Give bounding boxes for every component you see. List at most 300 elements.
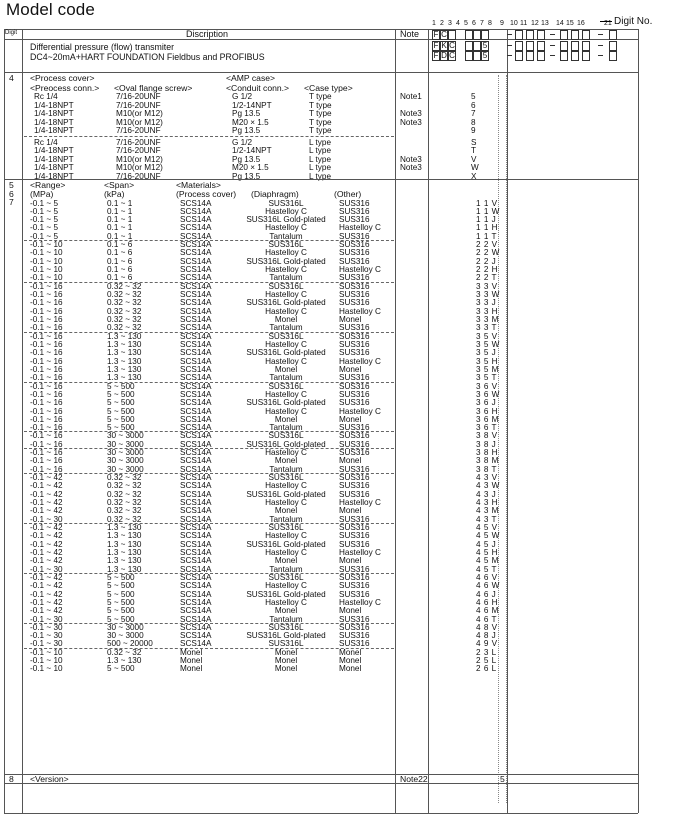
code-box — [582, 30, 590, 40]
span-value: 0.1 ~ 6 — [107, 273, 133, 283]
code-box — [515, 30, 523, 40]
code-value: 4 3 V — [476, 473, 498, 483]
other-material: SUS316 — [339, 248, 370, 258]
range-value: -0.1 ~ 30 — [30, 639, 63, 649]
code-value: 4 6 W — [476, 581, 500, 591]
diaphragm-material: SUS316L — [268, 281, 304, 291]
range-value: -0.1 ~ 30 — [30, 614, 63, 624]
span-value: 5 ~ 500 — [107, 398, 135, 408]
code-char: K — [441, 40, 447, 50]
conduit-conn: G 1/2 — [232, 137, 253, 147]
span-value: 0.32 ~ 32 — [107, 514, 142, 524]
diaphragm-material: Monel — [274, 314, 298, 324]
code-value: X — [471, 171, 477, 181]
code-value: 4 8 V — [476, 622, 498, 632]
section-digit: 7 — [9, 197, 14, 208]
diaphragm-material: SUS316L — [268, 522, 304, 532]
code-box — [465, 30, 473, 40]
range-value: -0.1 ~ 30 — [30, 564, 63, 574]
section-digit: 8 — [9, 774, 14, 784]
span-value: 1.3 ~ 130 — [107, 556, 142, 566]
code-value: 3 8 M — [476, 456, 499, 466]
conduit-conn: M20 × 1.5 — [232, 117, 269, 127]
table-column-line — [507, 29, 508, 813]
process-cover-material: Monel — [180, 656, 203, 666]
range-value: -0.1 ~ 42 — [30, 522, 63, 532]
model-description: Differential pressure (flow) transmiter — [30, 41, 175, 52]
range-value: -0.1 ~ 42 — [30, 498, 63, 508]
code-value: 2 5 L — [476, 656, 497, 666]
other-material: Hastelloy C — [339, 223, 381, 233]
other-material: Hastelloy C — [339, 547, 381, 557]
dash-mark — [550, 55, 555, 56]
process-conn: 1/4-18NPT — [34, 171, 74, 181]
process-cover-material: SCS14A — [180, 572, 212, 582]
process-conn: 1/4-18NPT — [34, 109, 74, 119]
code-box — [473, 51, 481, 61]
other-material: SUS316 — [339, 639, 370, 649]
span-value: 5 ~ 500 — [107, 597, 135, 607]
diaphragm-material: Tantalum — [269, 564, 303, 574]
section5-header: <Range> — [30, 180, 66, 190]
code-value: 4 5 J — [476, 539, 497, 549]
span-value: 5 ~ 500 — [107, 664, 135, 674]
range-value: -0.1 ~ 42 — [30, 581, 63, 591]
code-box — [582, 51, 590, 61]
range-value: -0.1 ~ 16 — [30, 389, 63, 399]
other-material: Monel — [339, 506, 362, 516]
process-cover-material: SCS14A — [180, 614, 212, 624]
code-value: 8 — [471, 117, 476, 127]
table-column-line — [395, 29, 396, 813]
other-material: SUS316 — [339, 331, 370, 341]
process-cover-material: SCS14A — [180, 414, 212, 424]
diaphragm-material: Hastelloy C — [265, 531, 307, 541]
code-box — [465, 51, 473, 61]
code-value: 4 5 H — [476, 547, 499, 557]
span-value: 1.3 ~ 130 — [107, 339, 142, 349]
dash-mark — [507, 34, 512, 35]
other-material: Hastelloy C — [339, 265, 381, 275]
section5-header: <Materials> — [176, 180, 221, 190]
range-value: -0.1 ~ 42 — [30, 597, 63, 607]
span-value: 0.32 ~ 32 — [107, 290, 142, 300]
span-value: 0.32 ~ 32 — [107, 314, 142, 324]
other-material: SUS316 — [339, 298, 370, 308]
digit-number: 21 — [604, 20, 612, 27]
process-conn: Rc 1/4 — [34, 92, 58, 101]
process-cover-material: SCS14A — [180, 631, 212, 641]
other-material: SUS316 — [339, 481, 370, 491]
code-box — [526, 51, 534, 61]
diaphragm-material: Hastelloy C — [265, 597, 307, 607]
code-box — [609, 41, 617, 51]
digit-number: 2 — [440, 20, 444, 27]
diaphragm-material: Hastelloy C — [265, 206, 307, 216]
conduit-conn: Pg 13.5 — [232, 171, 261, 181]
other-material: Monel — [339, 606, 362, 616]
other-material: Hastelloy C — [339, 306, 381, 316]
diaphragm-material: Hastelloy C — [265, 290, 307, 300]
process-cover-material: Monel — [180, 647, 203, 657]
process-cover-material: SCS14A — [180, 622, 212, 632]
span-value: 0.1 ~ 1 — [107, 206, 133, 216]
other-material: SUS316 — [339, 514, 370, 524]
process-cover-material: SCS14A — [180, 481, 212, 491]
range-value: -0.1 ~ 10 — [30, 656, 63, 666]
note-header: Note — [400, 29, 420, 39]
range-value: -0.1 ~ 30 — [30, 622, 63, 632]
other-material: SUS316 — [339, 614, 370, 624]
span-value: 500 ~ 20000 — [107, 639, 153, 649]
span-value: 1.3 ~ 130 — [107, 331, 142, 341]
span-value: 1.3 ~ 130 — [107, 656, 142, 666]
diaphragm-material: Monel — [274, 364, 298, 374]
process-cover-material: SCS14A — [180, 273, 212, 283]
span-value: 5 ~ 500 — [107, 406, 135, 416]
diaphragm-material: SUS316L — [268, 198, 304, 208]
range-value: -0.1 ~ 16 — [30, 414, 63, 424]
code-value: 3 3 H — [476, 306, 499, 316]
other-material: Hastelloy C — [339, 356, 381, 366]
span-value: 0.1 ~ 6 — [107, 256, 133, 266]
code-char: C — [449, 40, 455, 50]
process-cover-material: SCS14A — [180, 223, 212, 233]
code-value: 4 6 J — [476, 589, 497, 599]
span-value: 1.3 ~ 130 — [107, 356, 142, 366]
span-value: 5 ~ 500 — [107, 572, 135, 582]
digit-number: 1 — [432, 20, 436, 27]
code-value: 3 5 V — [476, 331, 498, 341]
dash-mark — [598, 55, 603, 56]
code-value: 3 6 V — [476, 381, 498, 391]
process-cover-material: SCS14A — [180, 339, 212, 349]
range-value: -0.1 ~ 42 — [30, 572, 63, 582]
code-value: 4 3 M — [476, 506, 499, 516]
diaphragm-material: Monel — [274, 456, 298, 466]
range-value: -0.1 ~ 5 — [30, 206, 58, 216]
range-value: -0.1 ~ 16 — [30, 373, 63, 383]
flange-screw: 7/16-20UNF — [116, 146, 161, 156]
code-value: 1 1 T — [476, 231, 498, 241]
range-value: -0.1 ~ 42 — [30, 606, 63, 616]
digit-header: Digit — [5, 30, 18, 36]
conduit-conn: M20 × 1.5 — [232, 163, 269, 173]
code-box — [537, 41, 545, 51]
process-cover-material: SCS14A — [180, 506, 212, 516]
section-digit: 5 — [9, 180, 14, 190]
section4-header: <Process cover> — [30, 73, 95, 83]
process-cover-material: SCS14A — [180, 456, 212, 466]
section5-subheader: (Process cover) — [176, 189, 237, 199]
process-cover-material: SCS14A — [180, 581, 212, 591]
other-material: Monel — [339, 456, 362, 466]
diaphragm-material: Hastelloy C — [265, 223, 307, 233]
range-value: -0.1 ~ 16 — [30, 464, 63, 474]
code-char: C — [441, 30, 447, 39]
process-cover-material: SCS14A — [180, 639, 212, 649]
range-value: -0.1 ~ 16 — [30, 439, 63, 449]
process-cover-material: SCS14A — [180, 373, 212, 383]
code-value: 4 3 W — [476, 481, 500, 491]
range-value: -0.1 ~ 30 — [30, 514, 63, 524]
diaphragm-material: Tantalum — [269, 514, 303, 524]
digit-number: 15 — [566, 20, 574, 27]
diaphragm-material: Monel — [274, 606, 298, 616]
process-cover-material: SCS14A — [180, 423, 212, 433]
code-value: 5 — [500, 774, 505, 784]
code-value: 4 3 J — [476, 489, 497, 499]
other-material: SUS316 — [339, 431, 370, 441]
diaphragm-material: SUS316L Gold-plated — [246, 398, 326, 408]
process-conn: 1/4-18NPT — [34, 163, 74, 173]
code-box — [537, 30, 545, 40]
code-value: 4 8 J — [476, 631, 497, 641]
other-material: SUS316 — [339, 290, 370, 300]
process-cover-material: SCS14A — [180, 248, 212, 258]
code-value: 4 5 T — [476, 564, 498, 574]
process-conn: Rc 1/4 — [34, 137, 58, 147]
range-value: -0.1 ~ 5 — [30, 223, 58, 233]
digit-number: 9 — [500, 20, 504, 27]
table-row-line — [4, 72, 638, 73]
flange-screw: 7/16-20UNF — [116, 92, 161, 101]
process-cover-material: SCS14A — [180, 240, 212, 250]
section-digit: 6 — [9, 188, 14, 199]
other-material: SUS316 — [339, 464, 370, 474]
other-material: SUS316 — [339, 489, 370, 499]
range-value: -0.1 ~ 42 — [30, 506, 63, 516]
span-value: 30 ~ 3000 — [107, 431, 144, 441]
diaphragm-material: Monel — [274, 556, 298, 566]
process-cover-material: Monel — [180, 664, 203, 674]
span-value: 5 ~ 500 — [107, 414, 135, 424]
digit-number: 6 — [472, 20, 476, 27]
case-type: L type — [309, 146, 331, 156]
span-value: 0.1 ~ 6 — [107, 265, 133, 275]
span-value: 1.3 ~ 130 — [107, 564, 142, 574]
diaphragm-material: SUS316L Gold-plated — [246, 631, 326, 641]
code-value: T — [471, 146, 477, 156]
other-material: SUS316 — [339, 256, 370, 266]
code-value: V — [471, 154, 477, 164]
other-material: Hastelloy C — [339, 597, 381, 607]
diaphragm-material: Hastelloy C — [265, 248, 307, 258]
process-cover-material: SCS14A — [180, 439, 212, 449]
code-value: 3 6 T — [476, 423, 498, 433]
code-box — [448, 30, 456, 40]
other-material: Hastelloy C — [339, 498, 381, 508]
diaphragm-material: Hastelloy C — [265, 306, 307, 316]
process-cover-material: SCS14A — [180, 314, 212, 324]
range-value: -0.1 ~ 42 — [30, 556, 63, 566]
process-cover-material: SCS14A — [180, 406, 212, 416]
span-value: 0.32 ~ 32 — [107, 298, 142, 308]
range-value: -0.1 ~ 16 — [30, 456, 63, 466]
code-box — [473, 30, 481, 40]
process-cover-material: SCS14A — [180, 597, 212, 607]
range-value: -0.1 ~ 16 — [30, 406, 63, 416]
other-material: Monel — [339, 414, 362, 424]
process-cover-material: SCS14A — [180, 281, 212, 291]
code-char: F — [433, 51, 439, 60]
range-value: -0.1 ~ 16 — [30, 331, 63, 341]
range-value: -0.1 ~ 16 — [30, 448, 63, 458]
diaphragm-material: Hastelloy C — [265, 581, 307, 591]
code-value: 4 9 V — [476, 639, 498, 649]
process-cover-material: SCS14A — [180, 198, 212, 208]
code-value: 3 5 M — [476, 364, 499, 374]
span-value: 0.32 ~ 32 — [107, 306, 142, 316]
process-cover-material: SCS14A — [180, 381, 212, 391]
code-char: C — [449, 51, 455, 60]
process-cover-material: SCS14A — [180, 323, 212, 333]
code-value: 3 3 W — [476, 290, 500, 300]
code-box — [571, 51, 579, 61]
code-value: 4 5 M — [476, 556, 499, 566]
code-value: 6 — [471, 100, 476, 110]
range-value: -0.1 ~ 30 — [30, 631, 63, 641]
process-cover-material: SCS14A — [180, 331, 212, 341]
process-cover-material: SCS14A — [180, 398, 212, 408]
code-value: 4 3 T — [476, 514, 498, 524]
dash-mark — [550, 45, 555, 46]
range-value: -0.1 ~ 42 — [30, 547, 63, 557]
diaphragm-material: SUS316L — [268, 473, 304, 483]
code-value: 4 5 V — [476, 522, 498, 532]
digit-guide — [506, 75, 507, 803]
section5-subheader: (MPa) — [30, 189, 54, 199]
diaphragm-material: SUS316L Gold-plated — [246, 539, 326, 549]
section4-subheader: <Conduit conn.> — [226, 83, 290, 93]
range-value: -0.1 ~ 5 — [30, 198, 58, 208]
section5-subheader: (Diaphragm) — [251, 189, 299, 199]
other-material: SUS316 — [339, 348, 370, 358]
range-value: -0.1 ~ 16 — [30, 398, 63, 408]
dash-mark — [598, 34, 603, 35]
span-value: 5 ~ 500 — [107, 381, 135, 391]
code-value: 3 3 V — [476, 281, 498, 291]
diaphragm-material: SUS316L Gold-plated — [246, 348, 326, 358]
table-row-line — [4, 783, 638, 784]
case-type: L type — [309, 154, 331, 164]
case-type: L type — [309, 163, 331, 173]
code-box — [609, 51, 617, 61]
code-value: 2 2 T — [476, 273, 498, 283]
code-value: 1 1 V — [476, 198, 498, 208]
digit-number: 4 — [456, 20, 460, 27]
diaphragm-material: SUS316L — [268, 622, 304, 632]
diaphragm-material: SUS316L Gold-plated — [246, 439, 326, 449]
diaphragm-material: SUS316L Gold-plated — [246, 589, 326, 599]
flange-screw: 7/16-20UNF — [116, 137, 161, 147]
span-value: 0.32 ~ 32 — [107, 281, 142, 291]
flange-screw: M10(or M12) — [116, 109, 163, 119]
process-cover-material: SCS14A — [180, 364, 212, 374]
code-value: 2 2 H — [476, 265, 499, 275]
other-material: SUS316 — [339, 448, 370, 458]
case-type: L type — [309, 171, 331, 181]
flange-screw: 7/16-20UNF — [116, 171, 161, 181]
range-value: -0.1 ~ 10 — [30, 248, 63, 258]
process-conn: 1/4-18NPT — [34, 117, 74, 127]
other-material: SUS316 — [339, 373, 370, 383]
code-value: 2 3 L — [476, 647, 497, 657]
range-value: -0.1 ~ 42 — [30, 539, 63, 549]
model-description: DC4~20mA+HART FOUNDATION Fieldbus and PROFIBUS — [30, 52, 265, 62]
flange-screw: 7/16-20UNF — [116, 100, 161, 110]
diaphragm-material: Tantalum — [269, 614, 303, 624]
code-char: 5 — [482, 40, 488, 50]
other-material: Monel — [339, 647, 362, 657]
case-type: T type — [309, 92, 332, 101]
code-value: 3 6 J — [476, 398, 497, 408]
process-cover-material: SCS14A — [180, 498, 212, 508]
process-cover-material: SCS14A — [180, 514, 212, 524]
process-cover-material: SCS14A — [180, 564, 212, 574]
diaphragm-material: SUS316L Gold-plated — [246, 298, 326, 308]
span-value: 1.3 ~ 130 — [107, 539, 142, 549]
code-box — [473, 41, 481, 51]
row-note: Note3 — [400, 163, 422, 173]
range-value: -0.1 ~ 10 — [30, 273, 63, 283]
dash-mark — [598, 45, 603, 46]
other-material: SUS316 — [339, 215, 370, 225]
code-char: D — [441, 51, 447, 60]
range-value: -0.1 ~ 16 — [30, 356, 63, 366]
code-value: S — [471, 137, 477, 147]
digit-number: 11 — [520, 20, 528, 27]
range-value: -0.1 ~ 16 — [30, 364, 63, 374]
diaphragm-material: Hastelloy C — [265, 498, 307, 508]
table-row-line — [4, 774, 638, 775]
diaphragm-material: Monel — [274, 647, 298, 657]
row-note: Note1 — [400, 92, 422, 101]
conduit-conn: 1/2-14NPT — [232, 146, 272, 156]
code-value: 3 8 T — [476, 464, 498, 474]
other-material: SUS316 — [339, 539, 370, 549]
range-value: -0.1 ~ 42 — [30, 531, 63, 541]
range-value: -0.1 ~ 42 — [30, 481, 63, 491]
diaphragm-material: Hastelloy C — [265, 389, 307, 399]
conduit-conn: Pg 13.5 — [232, 154, 261, 164]
other-material: Hastelloy C — [339, 406, 381, 416]
arrow-icon — [600, 21, 612, 22]
case-type: T type — [309, 117, 332, 127]
range-value: -0.1 ~ 10 — [30, 647, 63, 657]
section-line — [4, 179, 638, 180]
digit-guide — [498, 75, 499, 803]
code-value: 4 3 H — [476, 498, 499, 508]
digit-number: 5 — [464, 20, 468, 27]
process-cover-material: SCS14A — [180, 298, 212, 308]
code-value: 2 6 L — [476, 664, 497, 674]
span-value: 5 ~ 500 — [107, 606, 135, 616]
process-cover-material: SCS14A — [180, 356, 212, 366]
span-value: 0.1 ~ 1 — [107, 198, 133, 208]
process-conn: 1/4-18NPT — [34, 100, 74, 110]
span-value: 0.32 ~ 32 — [107, 506, 142, 516]
other-material: SUS316 — [339, 398, 370, 408]
span-value: 30 ~ 3000 — [107, 448, 144, 458]
section4-subheader: <Preocess conn.> — [30, 83, 100, 93]
other-material: SUS316 — [339, 473, 370, 483]
diaphragm-material: SUS316L Gold-plated — [246, 215, 326, 225]
span-value: 5 ~ 500 — [107, 423, 135, 433]
row-note: Note3 — [400, 109, 422, 119]
span-value: 0.1 ~ 6 — [107, 240, 133, 250]
span-value: 0.1 ~ 1 — [107, 231, 133, 241]
